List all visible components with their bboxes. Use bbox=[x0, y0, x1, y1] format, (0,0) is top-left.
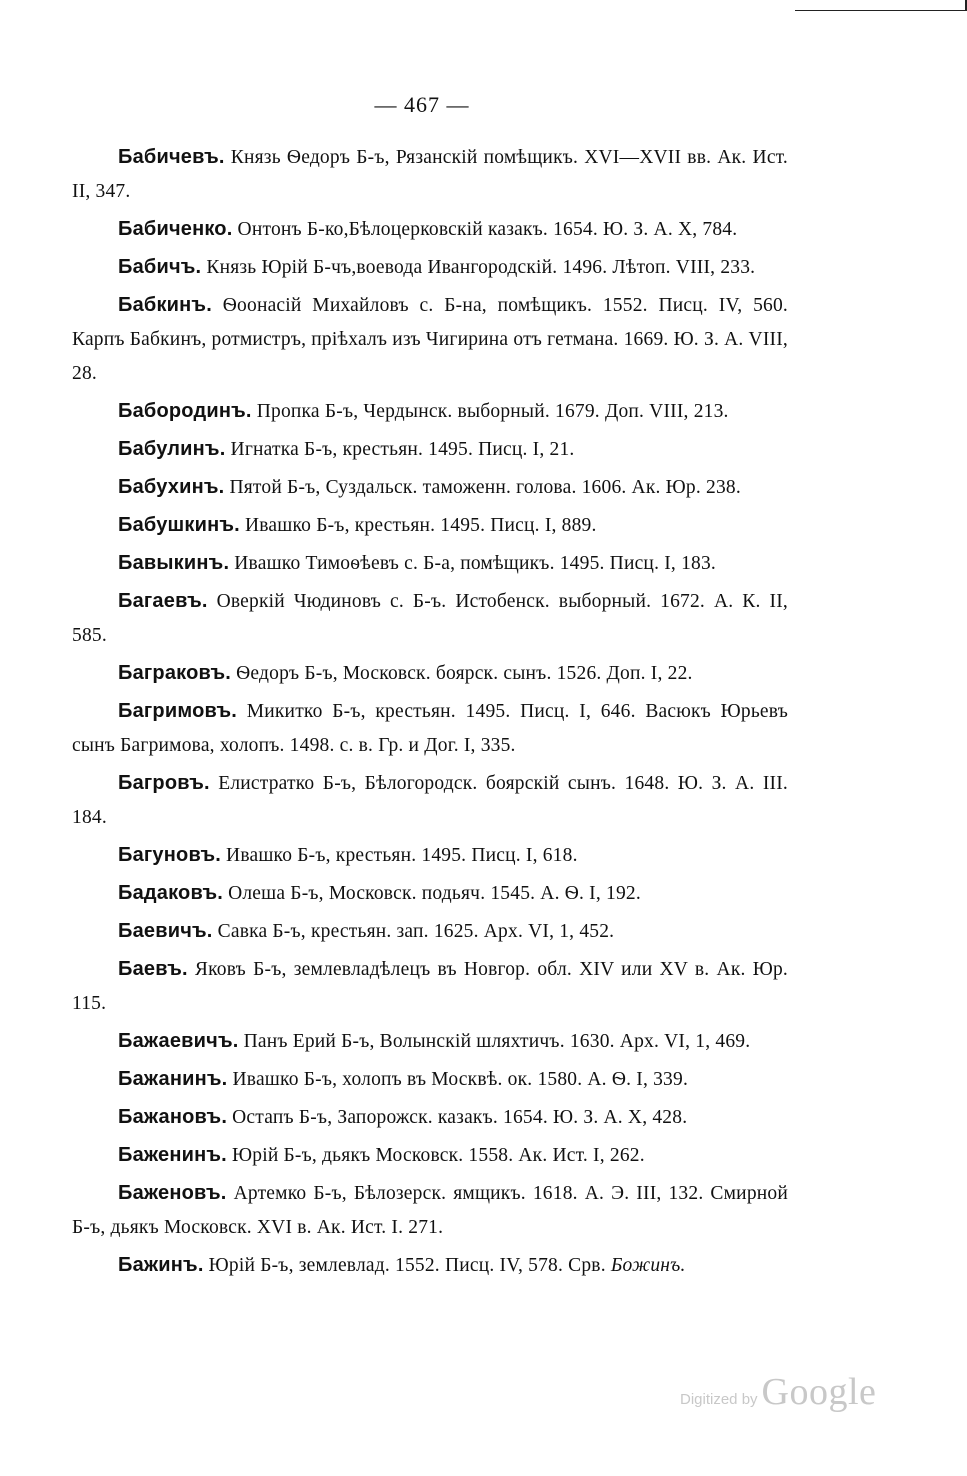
entry-headword: Бабородинъ. bbox=[118, 400, 252, 422]
entry-bazhaevich bbox=[72, 1024, 788, 1059]
entry-headword: Баевъ. bbox=[118, 958, 188, 980]
entry-headword: Баженовъ. bbox=[118, 1182, 227, 1204]
digitized-by-google-watermark bbox=[680, 1370, 876, 1414]
entry-badakov bbox=[72, 876, 788, 911]
entry-headword: Бабичевъ. bbox=[118, 146, 225, 168]
entry-baev bbox=[72, 952, 788, 1021]
entry-babulin bbox=[72, 432, 788, 467]
entry-bagrakov bbox=[72, 656, 788, 691]
entry-headword: Бажаевичъ. bbox=[118, 1030, 239, 1052]
entry-bagunov bbox=[72, 838, 788, 873]
entry-text: Оверкій Чюдиновъ с. Б-ъ. Истобенск. выборный. 1672. А. К. II, 585. bbox=[72, 591, 788, 646]
entry-bazhin bbox=[72, 1248, 788, 1283]
page-number: — 467 — bbox=[374, 92, 470, 117]
entry-cross-reference: Божинъ. bbox=[610, 1255, 686, 1276]
entry-babichev bbox=[72, 140, 788, 209]
entry-text: Панъ Ерий Б-ъ, Волынскій шляхтичъ. 1630. Арх. VI, 1, 469. bbox=[238, 1031, 751, 1052]
watermark-small-text: Digitized by bbox=[680, 1391, 758, 1408]
entry-headword: Багримовъ. bbox=[118, 700, 238, 722]
entry-text: Ѳедоръ Б-ъ, Московск. боярск. сынъ. 1526. Доп. I, 22. bbox=[231, 663, 693, 684]
entry-text: Савка Б-ъ, крестьян. зап. 1625. Арх. VI, 1, 452. bbox=[212, 921, 615, 942]
entry-text: Олеша Б-ъ, Московск. подьяч. 1545. А. Ѳ. I, 192. bbox=[223, 883, 641, 904]
entry-text: Ивашко Б-ъ, крестьян. 1495. Писц. I, 889. bbox=[239, 515, 597, 536]
entry-text: Ѳоонасій Михайловъ с. Б-на, помѣщикъ. 1552. Писц. IV, 560. Карпъ Бабкинъ, ротмистръ, пріѣхалъ изъ Чигирина отъ гетмана. 1669. Ю. З. А. VIII, 28. bbox=[72, 295, 788, 384]
entry-baevich bbox=[72, 914, 788, 949]
entry-headword: Бажанинъ. bbox=[118, 1068, 228, 1090]
dictionary-entries bbox=[72, 140, 788, 1286]
entry-bazhanov bbox=[72, 1100, 788, 1135]
entry-headword: Бажановъ. bbox=[118, 1106, 228, 1128]
entry-headword: Бабиченко. bbox=[118, 218, 233, 240]
entry-text: Пятой Б-ъ, Суздальск. таможенн. голова. 1606. Ак. Юр. 238. bbox=[224, 477, 741, 498]
entry-babukhin bbox=[72, 470, 788, 505]
entry-text: Князь Ѳедоръ Б-ъ, Рязанскій помѣщикъ. XVI—XVII вв. Ак. Ист. II, 347. bbox=[72, 147, 788, 202]
entry-headword: Бадаковъ. bbox=[118, 882, 224, 904]
entry-text: Онтонъ Б-ко,Бѣлоцерковскій казакъ. 1654. Ю. З. А. X, 784. bbox=[232, 219, 738, 240]
entry-text: Елистратко Б-ъ, Бѣлогородск. боярскій сынъ. 1648. Ю. З. А. III. 184. bbox=[72, 773, 788, 828]
entry-headword: Бажинъ. bbox=[118, 1254, 204, 1276]
entry-text: Князь Юрій Б-чъ,воевода Ивангородскій. 1496. Лѣтоп. VIII, 233. bbox=[201, 257, 756, 278]
entry-bazhanin bbox=[72, 1062, 788, 1097]
entry-headword: Бабулинъ. bbox=[118, 438, 226, 460]
entry-headword: Багpаковъ. bbox=[118, 662, 232, 684]
entry-babich bbox=[72, 250, 788, 285]
entry-babkin bbox=[72, 288, 788, 391]
entry-text: Яковъ Б-ъ, землевладѣлецъ въ Новгор. обл. XIV или XV в. Ак. Юр. 115. bbox=[72, 959, 788, 1014]
entry-headword: Бабушкинъ. bbox=[118, 514, 240, 536]
entry-text: Пропка Б-ъ, Чердынск. выборный. 1679. Доп. VIII, 213. bbox=[251, 401, 729, 422]
entry-headword: Багровъ. bbox=[118, 772, 210, 794]
entry-text: Артемко Б-ъ, Бѣлозерск. ямщикъ. 1618. А. Э. III, 132. Смирной Б-ъ, дьякъ Московск. XVI в. Ак. Ист. I. 271. bbox=[72, 1183, 788, 1238]
entry-headword: Бавыкинъ. bbox=[118, 552, 230, 574]
entry-bavykin bbox=[72, 546, 788, 581]
entry-text: Микитко Б-ъ, крестьян. 1495. Писц. I, 646. Васюкъ Юрьевъ сынъ Багримова, холопъ. 1498. с. в. Гр. и Дог. I, 335. bbox=[72, 701, 788, 756]
entry-text: Игнатка Б-ъ, крестьян. 1495. Писц. I, 21. bbox=[225, 439, 575, 460]
entry-bagrimov bbox=[72, 694, 788, 763]
entry-bazhenov bbox=[72, 1176, 788, 1245]
entry-baborodin bbox=[72, 394, 788, 429]
entry-headword: Багуновъ. bbox=[118, 844, 221, 866]
entry-text: Юрій Б-ъ, землевлад. 1552. Писц. IV, 578. Срв. bbox=[203, 1255, 611, 1276]
entry-babichenko bbox=[72, 212, 788, 247]
entry-text: Юрій Б-ъ, дьякъ Московск. 1558. Ак. Ист. I, 262. bbox=[226, 1145, 645, 1166]
entry-headword: Баевичъ. bbox=[118, 920, 213, 942]
entry-babushkin bbox=[72, 508, 788, 543]
entry-text: Остапъ Б-ъ, Запорожск. казакъ. 1654. Ю. З. А. X, 428. bbox=[227, 1107, 688, 1128]
top-rule-line bbox=[795, 0, 967, 11]
entry-bazhenin bbox=[72, 1138, 788, 1173]
entry-text: Ивашко Б-ъ, холопъ въ Москвѣ. ок. 1580. А. Ѳ. I, 339. bbox=[227, 1069, 689, 1090]
entry-headword: Бабичъ. bbox=[118, 256, 202, 278]
entry-headword: Баженинъ. bbox=[118, 1144, 227, 1166]
entry-text: Ивашко Б-ъ, крестьян. 1495. Писц. I, 618. bbox=[220, 845, 578, 866]
entry-bagaev bbox=[72, 584, 788, 653]
entry-headword: Багаевъ. bbox=[118, 590, 208, 612]
entry-bagrov bbox=[72, 766, 788, 835]
entry-text: Ивашко Тимоѳѣевъ с. Б-а, помѣщикъ. 1495. Писц. I, 183. bbox=[229, 553, 716, 574]
entry-headword: Бабкинъ. bbox=[118, 294, 212, 316]
watermark-google-logo: Google bbox=[761, 1371, 877, 1413]
entry-headword: Бабухинъ. bbox=[118, 476, 225, 498]
